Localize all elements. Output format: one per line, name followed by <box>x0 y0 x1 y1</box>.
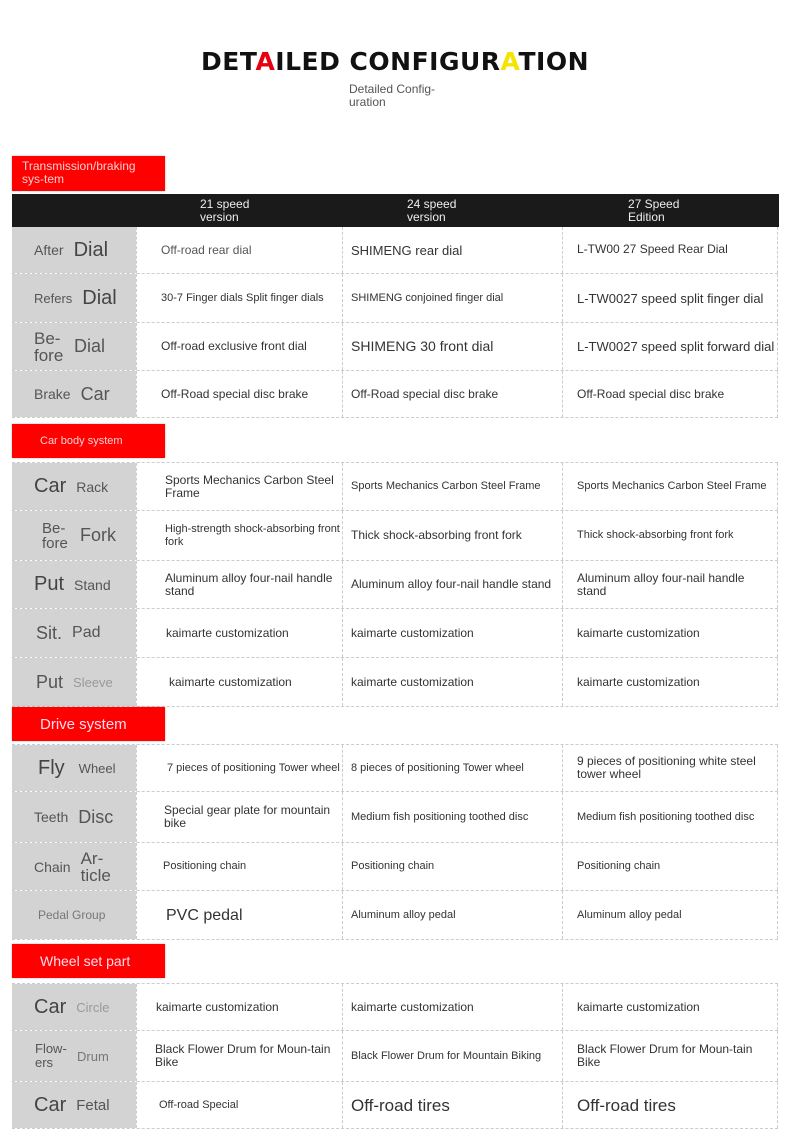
spec-cell: Black Flower Drum for Moun-tain Bike <box>562 1031 778 1081</box>
spec-cell: 8 pieces of positioning Tower wheel <box>342 745 562 791</box>
section-label-drive: Drive system <box>12 707 165 741</box>
spec-cell: Aluminum alloy pedal <box>342 891 562 939</box>
spec-table-transmission <box>12 227 778 418</box>
spec-cell: Off-Road special disc brake <box>136 371 342 417</box>
spec-cell: Special gear plate for mountain bike <box>136 792 342 842</box>
table-row: Brake Car Off-Road special disc brake Off-Road special disc brake Off-Road special disc brake <box>12 371 778 418</box>
spec-cell: Sports Mechanics Carbon Steel Frame <box>136 463 342 510</box>
table-row: Flow-ers Drum Black Flower Drum for Moun-tain Bike Black Flower Drum for Mountain Biking Black Flower Drum for Moun-tain Bike <box>12 1031 778 1082</box>
spec-cell: Thick shock-absorbing front fork <box>562 511 778 560</box>
spec-cell: kaimarte customization <box>342 609 562 657</box>
column-header-27-speed: 27 Speed Edition <box>628 197 680 224</box>
spec-table-drive <box>12 744 778 940</box>
spec-cell: Positioning chain <box>562 843 778 890</box>
spec-cell: kaimarte customization <box>342 984 562 1030</box>
table-row: Chain Ar-ticle Positioning chain Positioning chain Positioning chain <box>12 843 778 891</box>
spec-cell: Sports Mechanics Carbon Steel Frame <box>562 463 778 510</box>
spec-cell: PVC pedal <box>136 891 342 939</box>
section-label-wheel-set: Wheel set part <box>12 944 165 978</box>
spec-cell: Aluminum alloy four-nail handle stand <box>136 561 342 608</box>
spec-cell: Aluminum alloy pedal <box>562 891 778 939</box>
spec-cell: kaimarte customization <box>136 658 342 706</box>
spec-cell: Off-road tires <box>342 1082 562 1128</box>
spec-cell: kaimarte customization <box>562 984 778 1030</box>
spec-cell: Medium fish positioning toothed disc <box>342 792 562 842</box>
table-row: Car Rack Sports Mechanics Carbon Steel Frame Sports Mechanics Carbon Steel Frame Sports Mechanics Carbon Steel Frame <box>12 463 778 511</box>
spec-cell: 7 pieces of positioning Tower wheel <box>136 745 342 791</box>
spec-cell: Positioning chain <box>136 843 342 890</box>
section-label-transmission: Transmission/braking sys-tem <box>12 156 165 191</box>
spec-cell: L-TW00 27 Speed Rear Dial <box>562 227 778 273</box>
table-row: Car Fetal Off-road Special Off-road tires Off-road tires <box>12 1082 778 1129</box>
table-row: Be-fore Fork High-strength shock-absorbing front fork Thick shock-absorbing front fork Thick shock-absorbing front fork <box>12 511 778 561</box>
spec-table-car-body <box>12 462 778 707</box>
spec-table-wheel-set <box>12 983 778 1129</box>
spec-cell: SHIMENG conjoined finger dial <box>342 274 562 322</box>
spec-cell: kaimarte customization <box>136 609 342 657</box>
table-row: After Dial Off-road rear dial SHIMENG rear dial L-TW00 27 Speed Rear Dial <box>12 227 778 274</box>
table-row: Be-fore Dial Off-road exclusive front dial SHIMENG 30 front dial L-TW0027 speed split forward dial <box>12 323 778 371</box>
spec-cell: Off-road rear dial <box>136 227 342 273</box>
spec-cell: 30-7 Finger dials Split finger dials <box>136 274 342 322</box>
spec-cell: Off-Road special disc brake <box>342 371 562 417</box>
page-title: DETAILED CONFIGURATION <box>200 47 589 76</box>
spec-cell: Medium fish positioning toothed disc <box>562 792 778 842</box>
column-header-bar <box>12 194 779 227</box>
spec-cell: L-TW0027 speed split forward dial <box>562 323 778 370</box>
table-row: Teeth Disc Special gear plate for mountain bike Medium fish positioning toothed disc Medium fish positioning toothed disc <box>12 792 778 843</box>
spec-cell: Off-road tires <box>562 1082 778 1128</box>
column-header-24-speed: 24 speed version <box>407 197 457 224</box>
spec-cell: Aluminum alloy four-nail handle stand <box>562 561 778 608</box>
table-row: Sit. Pad kaimarte customization kaimarte customization kaimarte customization <box>12 609 778 658</box>
spec-cell: Aluminum alloy four-nail handle stand <box>342 561 562 608</box>
spec-cell: 9 pieces of positioning white steel tower wheel <box>562 745 778 791</box>
section-label-car-body: Car body system <box>12 424 165 458</box>
table-row: Put Stand Aluminum alloy four-nail handle stand Aluminum alloy four-nail handle stand Aluminum alloy four-nail handle stand <box>12 561 778 609</box>
spec-cell: Black Flower Drum for Mountain Biking <box>342 1031 562 1081</box>
spec-cell: Positioning chain <box>342 843 562 890</box>
spec-cell: High-strength shock-absorbing front fork <box>136 511 342 560</box>
table-row: Put Sleeve kaimarte customization kaimarte customization kaimarte customization <box>12 658 778 707</box>
spec-cell: SHIMENG rear dial <box>342 227 562 273</box>
spec-cell: Off-road Special <box>136 1082 342 1128</box>
table-row: Refers Dial 30-7 Finger dials Split finger dials SHIMENG conjoined finger dial L-TW0027 speed split finger dial <box>12 274 778 323</box>
spec-cell: Off-road exclusive front dial <box>136 323 342 370</box>
spec-cell: Sports Mechanics Carbon Steel Frame <box>342 463 562 510</box>
spec-cell: kaimarte customization <box>136 984 342 1030</box>
page-subtitle: Detailed Config-uration <box>349 82 436 109</box>
spec-cell: Off-Road special disc brake <box>562 371 778 417</box>
table-row: Pedal Group PVC pedal Aluminum alloy pedal Aluminum alloy pedal <box>12 891 778 940</box>
spec-cell: kaimarte customization <box>342 658 562 706</box>
spec-cell: kaimarte customization <box>562 658 778 706</box>
column-header-21-speed: 21 speed version <box>200 197 250 224</box>
table-row: Fly Wheel 7 pieces of positioning Tower wheel 8 pieces of positioning Tower wheel 9 pieces of positioning white steel tower wheel <box>12 745 778 792</box>
spec-cell: SHIMENG 30 front dial <box>342 323 562 370</box>
spec-cell: L-TW0027 speed split finger dial <box>562 274 778 322</box>
spec-cell: Thick shock-absorbing front fork <box>342 511 562 560</box>
spec-cell: kaimarte customization <box>562 609 778 657</box>
spec-cell: Black Flower Drum for Moun-tain Bike <box>136 1031 342 1081</box>
table-row: Car Circle kaimarte customization kaimarte customization kaimarte customization <box>12 984 778 1031</box>
